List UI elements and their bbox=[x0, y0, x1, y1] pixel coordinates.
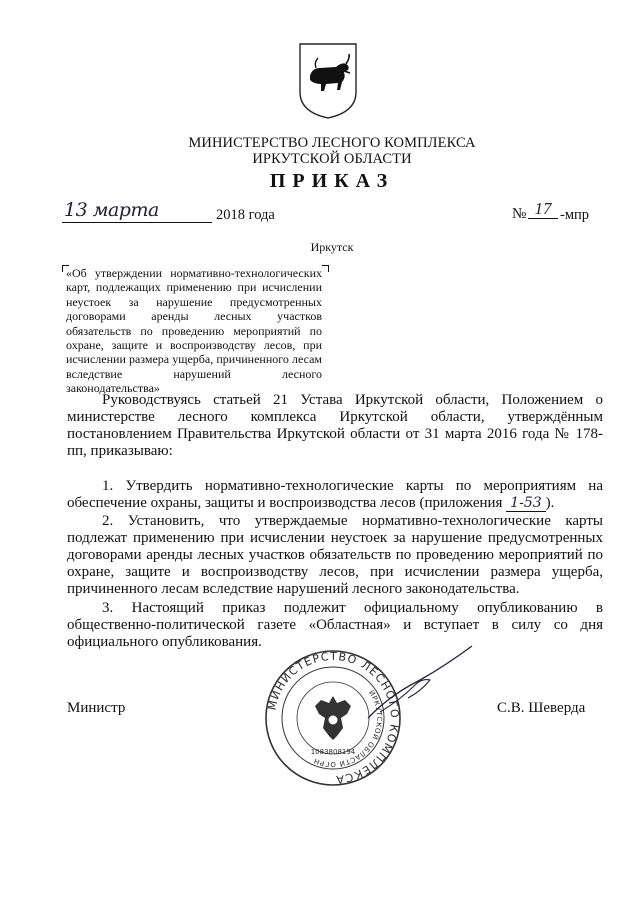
seal-outer-text: МИНИСТЕРСТВО ЛЕСНОГО КОМПЛЕКСА bbox=[265, 649, 402, 787]
city-name: Иркутск bbox=[310, 240, 354, 254]
date-handwritten: 13 марта bbox=[64, 199, 159, 221]
document-title: ПРИКАЗ bbox=[269, 170, 395, 192]
item-2-text: 2. Установить, что утверждаемые нормативно-технологические карты подлежат применению при исчислении неустоек за нарушение предусмотренных договорами аренды лесных участков обязательств по проведению мероприятий по охране, защите и воспроизводству лесов, при исчислении размера ущерба, причиненного лесам вследствие нарушений лесного законодательства. bbox=[67, 513, 603, 597]
item-3-text: 3. Настоящий приказ подлежит официальному опубликованию в общественно-политической газете «Областная» и вступает в силу со дня официального опубликования. bbox=[67, 600, 603, 650]
seal-inner-text: ИРКУТСКОЙ ОБЛАСТИ ОГРН bbox=[312, 688, 384, 769]
seal-number: 1083808194 bbox=[310, 748, 356, 756]
irkutsk-coat-of-arms bbox=[296, 40, 360, 120]
number-label: № bbox=[512, 206, 527, 222]
signer-name: С.В. Шеверда bbox=[497, 700, 586, 716]
eagle-emblem bbox=[315, 696, 351, 740]
number-handwritten: 17 bbox=[528, 200, 558, 219]
order-item-1 bbox=[67, 478, 603, 512]
order-preamble bbox=[67, 392, 603, 460]
item-1-paragraph bbox=[67, 478, 603, 512]
subject-corner-right bbox=[322, 265, 329, 272]
handwritten-signature bbox=[360, 640, 480, 730]
preamble-text: Руководствуясь статьей 21 Устава Иркутской области, Положением о министерстве лесного комплекса Иркутской области, утверждённым постановлением Правительства Иркутской области от 31 марта 2016 года № 178-пп, приказываю: bbox=[67, 392, 603, 459]
signer-position: Министр bbox=[67, 700, 126, 716]
item-1-text-end: ). bbox=[545, 495, 555, 511]
item-1-handwritten-range: 1-53 bbox=[506, 495, 545, 512]
order-subject: «Об утверждении нормативно-технологических карт, подлежащих применению при исчислении неустоек за нарушение предусмотренных договорами аренды лесных участков обязательств по проведению мероприятий по охране, защите и воспроизводству лесов, при исчислении размера ущерба, причиненного лесам вследствие нарушений лесного законодательства» bbox=[66, 266, 322, 396]
date-year: 2018 года bbox=[216, 207, 275, 223]
order-item-3 bbox=[67, 600, 603, 651]
item-1-text: 1. Утвердить нормативно-технологические карты по мероприятиям на обеспечение охраны, защиты и воспроизводства лесов (приложения bbox=[67, 478, 603, 511]
number-suffix: -мпр bbox=[560, 207, 590, 223]
ministry-name-line1: МИНИСТЕРСТВО ЛЕСНОГО КОМПЛЕКСА bbox=[188, 135, 476, 151]
order-item-2 bbox=[67, 513, 603, 598]
ministry-name-line2: ИРКУТСКОЙ ОБЛАСТИ bbox=[252, 151, 412, 167]
